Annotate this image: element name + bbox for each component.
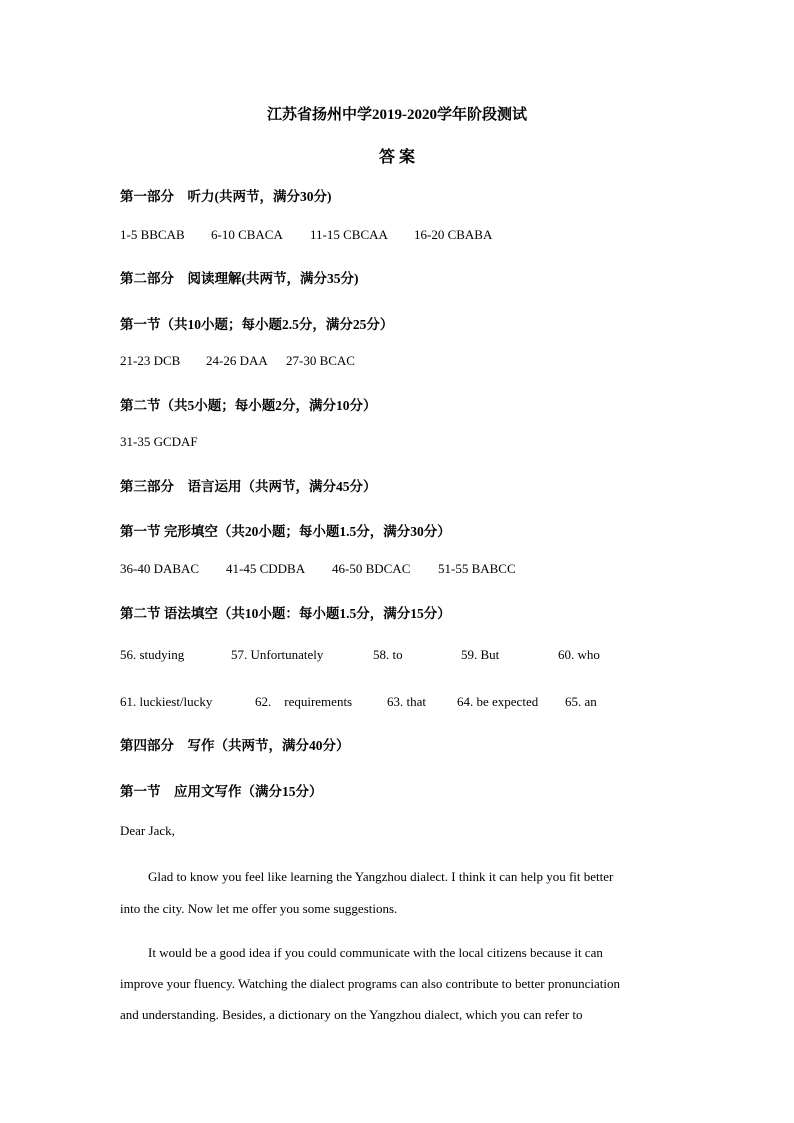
answer-item: 61. luckiest/lucky bbox=[120, 694, 213, 709]
answer-item: 65. an bbox=[565, 694, 597, 709]
part3-section2-row1 bbox=[120, 647, 600, 663]
answer-group: 51-55 BABCC bbox=[438, 561, 516, 576]
letter-paragraph-2-line-2: improve your fluency. Watching the dialect programs can also contribute to better pronunciation bbox=[120, 976, 621, 991]
part3-section2-row2 bbox=[120, 691, 597, 710]
answer-item: 62. requirements bbox=[255, 694, 353, 709]
letter-greeting: Dear Jack, bbox=[120, 823, 175, 838]
letter-paragraph-2-line-1: It would be a good idea if you could communicate with the local citizens because it can bbox=[148, 945, 603, 960]
answer-group: 46-50 BDCAC bbox=[332, 561, 411, 576]
part4-heading: 第四部分 写作（共两节，满分40分） bbox=[120, 738, 350, 753]
answer-group: 1-5 BBCAB bbox=[120, 227, 185, 242]
answer-group: 24-26 DAA bbox=[206, 353, 268, 368]
letter-paragraph-1-line-2: into the city. Now let me offer you some suggestions. bbox=[120, 901, 398, 916]
part2-section1-heading: 第一节（共10小题；每小题2.5分，满分25分） bbox=[120, 317, 394, 332]
letter-paragraph-2-line-3: and understanding. Besides, a dictionary on the Yangzhou dialect, which you can refer to bbox=[120, 1007, 583, 1022]
answer-item: 57. Unfortunately bbox=[231, 647, 324, 662]
answer-group: 27-30 BCAC bbox=[286, 353, 355, 368]
letter-paragraph-1-line-1: Glad to know you feel like learning the Yangzhou dialect. I think it can help you fit better bbox=[148, 869, 614, 884]
answer-item: 56. studying bbox=[120, 647, 185, 662]
part2-section2-answers bbox=[120, 434, 198, 450]
answer-item: 64. be expected bbox=[457, 694, 539, 709]
answer-group: 41-45 CDDBA bbox=[226, 561, 306, 576]
part4-section1-heading: 第一节 应用文写作（满分15分） bbox=[120, 784, 323, 799]
part3-section1-heading: 第一节 完形填空（共20小题；每小题1.5分，满分30分） bbox=[120, 524, 451, 539]
answer-group: 6-10 CBACA bbox=[211, 227, 283, 242]
answer-item: 63. that bbox=[387, 694, 426, 709]
part1-answers bbox=[120, 227, 492, 243]
answer-group: 36-40 DABAC bbox=[120, 561, 200, 576]
answer-group: 31-35 GCDAF bbox=[120, 434, 198, 449]
answer-item: 59. But bbox=[461, 647, 500, 662]
answer-group: 11-15 CBCAA bbox=[310, 227, 388, 242]
part1-heading: 第一部分 听力(共两节，满分30分) bbox=[120, 189, 332, 204]
part3-section2-heading: 第二节 语法填空（共10小题：每小题1.5分，满分15分） bbox=[120, 606, 451, 621]
document-title: 江苏省扬州中学2019-2020学年阶段测试 bbox=[267, 107, 527, 123]
part2-section1-answers bbox=[120, 353, 355, 369]
answer-group: 21-23 DCB bbox=[120, 353, 181, 368]
part2-section2-heading: 第二节（共5小题；每小题2分，满分10分） bbox=[120, 398, 377, 413]
part3-heading: 第三部分 语言运用（共两节，满分45分） bbox=[120, 479, 377, 494]
answer-item: 60. who bbox=[558, 647, 600, 662]
answer-group: 16-20 CBABA bbox=[414, 227, 493, 242]
part2-heading: 第二部分 阅读理解(共两节，满分35分) bbox=[120, 271, 359, 286]
part3-section1-answers bbox=[120, 561, 516, 577]
answer-subtitle: 答 案 bbox=[378, 149, 415, 166]
answer-item: 58. to bbox=[373, 647, 403, 662]
